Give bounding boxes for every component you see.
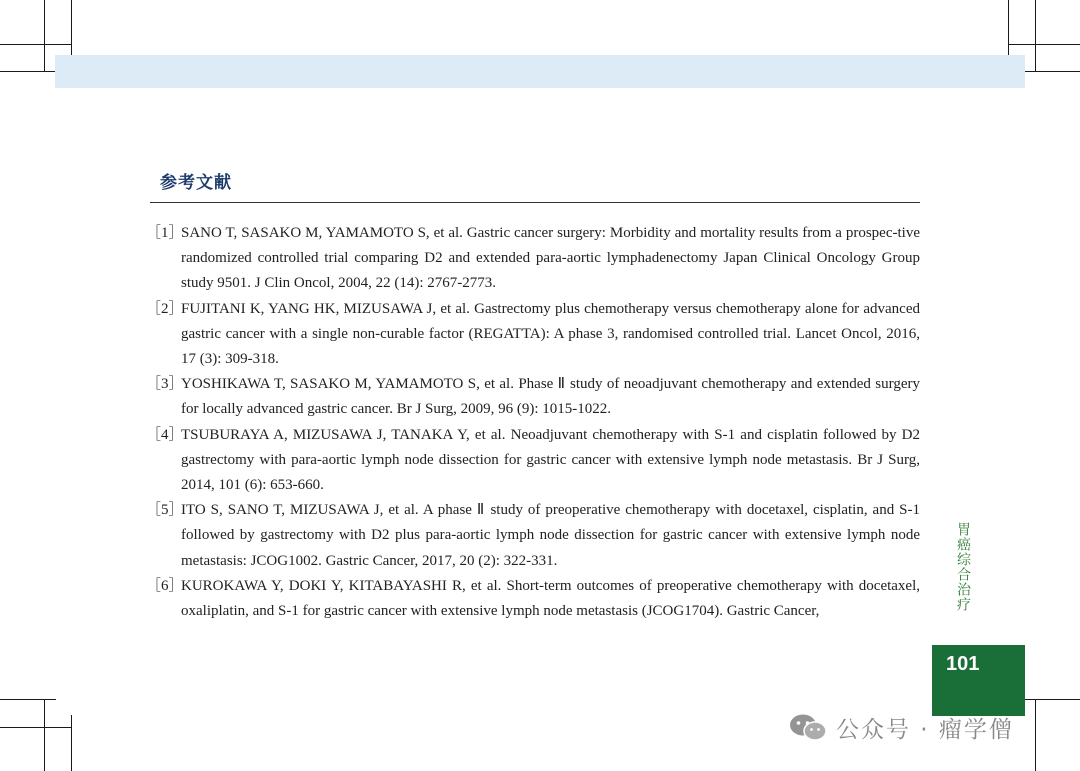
title-rule [150,202,920,203]
reference-list [146,221,920,624]
reference-item [146,372,920,422]
crop-mark-bottom-right-h [1024,699,1080,700]
crop-mark-top-right-v2 [1035,0,1036,72]
wechat-icon [788,712,828,742]
crop-mark-top-left-h [0,44,72,45]
reference-text: YOSHIKAWA T, SASAKO M, YAMAMOTO S, et al. Phase Ⅱ study of neoadjuvant chemotherapy and extended surgery for locally advanced gastric cancer. Br J Surg, 2009, 96 (9): 1015-1022. [181,376,920,418]
crop-mark-top-left-v [71,0,72,56]
reference-text: KUROKAWA Y, DOKI Y, KITABAYASHI R, et al. Short-term outcomes of preoperative chemotherapy with docetaxel, oxaliplatin, and S-1 for gastric cancer with extensive lymph node metastasis (JCOG1704). Gastric Cancer, [181,577,920,620]
reference-number: ［5］ [146,502,184,519]
reference-text: FUJITANI K, YANG HK, MIZUSAWA J, et al. Gastrectomy plus chemotherapy versus chemotherapy alone for advanced gastric cancer with a single non-curable factor (REGATTA): A phase 3, randomised controlled trial. Lancet Oncol, 2016, 17 (3): 309-318. [181,300,920,368]
crop-mark-top-right-h [1008,44,1080,45]
reference-item [146,423,920,499]
reference-item [146,297,920,373]
reference-text: SANO T, SASAKO M, YAMAMOTO S, et al. Gastric cancer surgery: Morbidity and mortality results from a prospec-tive randomized controlled trial comparing D2 and extended para-aortic lymphadenectomy Japan Clinical Oncology Group study 9501. J Clin Oncol, 2004, 22 (14): 2767-2773. [181,225,920,292]
crop-mark-top-right-h2 [1024,71,1080,72]
reference-text: TSUBURAYA A, MIZUSAWA J, TANAKA Y, et al. Neoadjuvant chemotherapy with S-1 and cisplatin followed by D2 gastrectomy with para-aortic lymph node dissection for gastric cancer with extensive lymph node metastasis. Br J Surg, 2014, 101 (6): 653-660. [181,426,920,494]
crop-mark-bottom-left-h [0,699,56,700]
reference-number: ［4］ [146,426,184,443]
chapter-side-label: 胃癌综合治疗 [955,522,971,612]
reference-number: ［1］ [146,225,184,241]
reference-number: ［2］ [146,300,184,317]
crop-mark-bottom-left-h2 [0,727,72,728]
crop-mark-top-left-v2 [44,0,45,72]
crop-mark-bottom-right-v [1035,699,1036,771]
crop-mark-bottom-left-v2 [44,699,45,771]
header-band [55,55,1025,88]
watermark [788,710,1014,744]
reference-number: ［3］ [146,376,184,393]
section-title: 参考文献 [160,173,232,193]
crop-mark-top-left-h2 [0,71,56,72]
page-number: 101 [946,653,980,675]
reference-item [146,221,920,297]
reference-text: ITO S, SANO T, MIZUSAWA J, et al. A phase Ⅱ study of preoperative chemotherapy with docetaxel, cisplatin, and S-1 followed by gastrectomy with D2 plus para-aortic lymph node dissection for gastric cancer with extensive lymph node metastasis: JCOG1002. Gastric Cancer, 2017, 20 (2): 322-331. [181,502,920,569]
crop-mark-top-right-v [1008,0,1009,56]
watermark-text: 公众号 · 瘤学僧 [836,716,1014,743]
reference-number: ［6］ [146,577,184,594]
reference-item [146,574,920,624]
reference-item [146,498,920,574]
crop-mark-bottom-left-v [71,715,72,771]
